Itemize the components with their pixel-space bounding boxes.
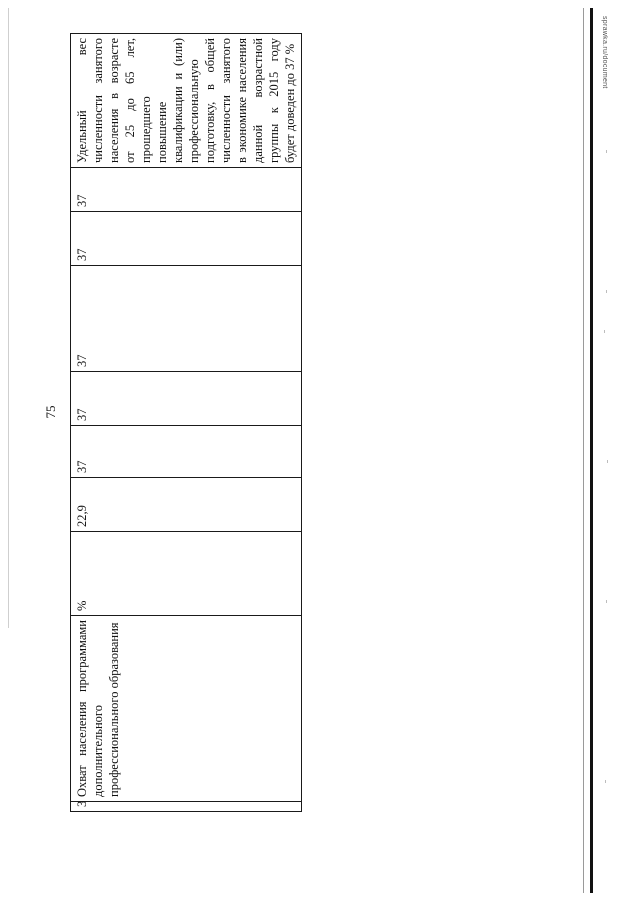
- table-row: [71, 34, 302, 812]
- indicator-table: [70, 33, 302, 812]
- value-text: 37: [75, 248, 89, 261]
- note-cell: [71, 34, 302, 168]
- value-text: 37: [75, 194, 89, 207]
- value-cell: [71, 372, 302, 426]
- indicator-cell: [71, 616, 302, 802]
- page-number: 75: [43, 405, 58, 419]
- value-text: 37: [75, 460, 89, 473]
- value-cell: [71, 168, 302, 212]
- unit-cell: [71, 532, 302, 616]
- row-number: 3: [75, 800, 89, 807]
- note-text: Удельный вес численности занятого населения в возрасте от 25 до 65 лет, прошедшего повышение квалификации и (или) профессиональную подготовку, в общей численности занятого в экономике населения данной возрастной группы к 2015 году будет доведен до 37 %: [75, 38, 297, 163]
- value-text: 22,9: [75, 505, 89, 527]
- value-text: 37: [75, 354, 89, 367]
- row-number-cell: [71, 802, 302, 812]
- vertical-stamp-text: sprawka.ru/document: [601, 16, 608, 89]
- binding-edge-thin: [583, 8, 584, 893]
- value-text: 37: [75, 408, 89, 421]
- value-cell: [71, 426, 302, 478]
- indicator-text: Охват населения программами дополнительного профессионального образования: [75, 620, 121, 797]
- value-cell: [71, 266, 302, 372]
- value-cell: [71, 478, 302, 532]
- unit-text: %: [75, 600, 89, 611]
- value-cell: [71, 212, 302, 266]
- rotated-table-container: [70, 34, 296, 812]
- left-margin-line: [8, 8, 9, 628]
- binding-edge: [590, 8, 593, 893]
